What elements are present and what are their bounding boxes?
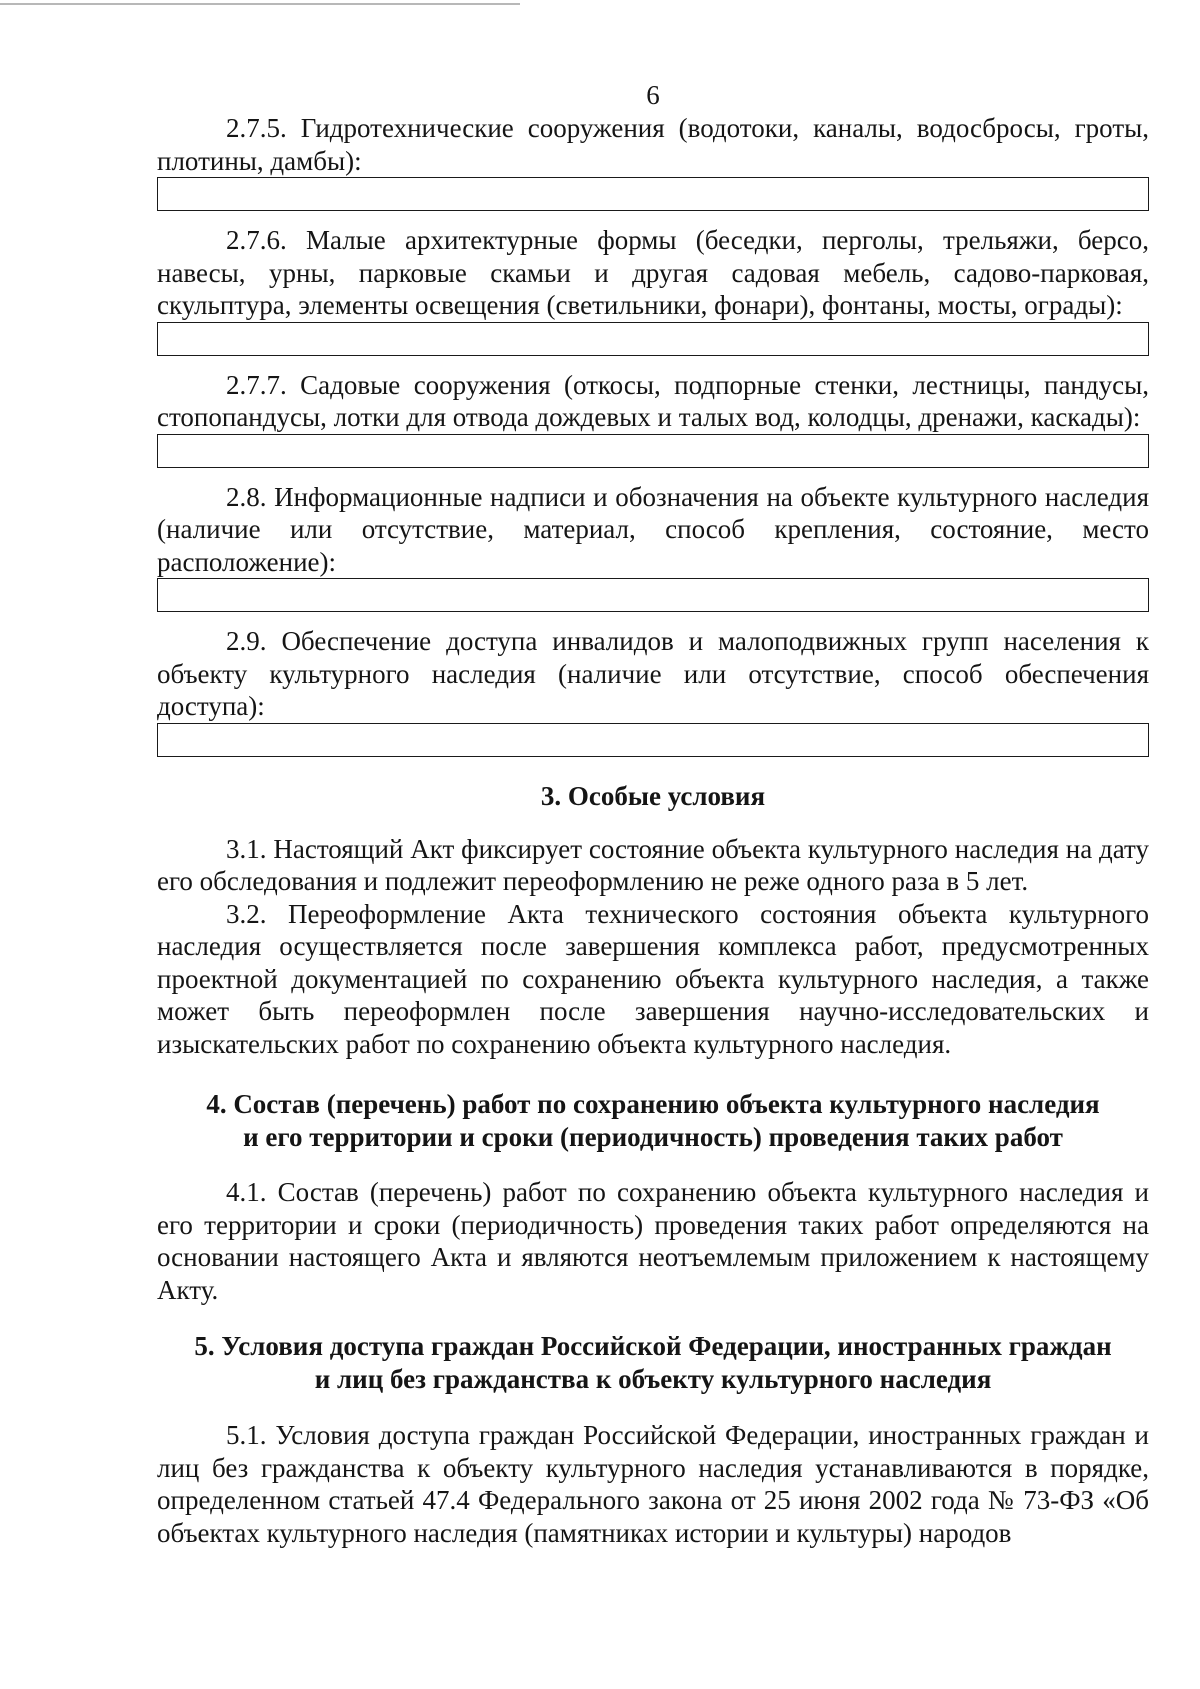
paragraph-5-1: 5.1. Условия доступа граждан Российской Федерации, иностранных граждан и лиц без гражданства к объекту культурного наследия устанавливаются в порядке, определенном статьей 47.4 Федерального закона от 25 июня 2002 года № 73-ФЗ «Об объектах культурного наследия (памятниках истории и культуры) народов	[157, 1420, 1149, 1548]
section-5-title-line-1: 5. Условия доступа граждан Российской Федерации, иностранных граждан	[194, 1331, 1112, 1361]
item-2-7-5	[157, 112, 1149, 177]
item-number: 2.7.7.	[226, 369, 287, 400]
section-3-title: 3. Особые условия	[540, 780, 766, 811]
section-4-title-line-1: 4. Состав (перечень) работ по сохранению объекта культурного наследия	[206, 1089, 1100, 1119]
section-5-title	[157, 1330, 1149, 1396]
scan-edge-line	[0, 3, 520, 5]
item-number: 2.9.	[226, 626, 267, 656]
section-4-title	[157, 1088, 1149, 1154]
field-box-2-7-7[interactable]	[157, 434, 1149, 468]
field-box-2-7-6[interactable]	[157, 322, 1149, 356]
item-text: Информационные надписи и обозначения на объекте культурного наследия (наличие или отсутствие, материал, способ крепления, состояние, место расположение):	[157, 481, 1149, 577]
section-5-title-line-2: и лиц без гражданства к объекту культурного наследия	[314, 1364, 992, 1394]
field-box-2-7-5[interactable]	[157, 177, 1149, 211]
item-2-9	[157, 625, 1149, 723]
page-number: 6	[646, 80, 660, 110]
item-2-8	[157, 481, 1149, 579]
item-2-7-6	[157, 224, 1149, 322]
item-number: 2.7.5.	[226, 113, 287, 143]
item-text: Малые архитектурные формы (беседки, перголы, трельяжи, берсо, навесы, урны, парковые скамьи и другая садовая мебель, садово-парковая, скульптура, элементы освещения (светильники, фонари), фонтаны, мосты, ограды):	[157, 225, 1150, 320]
item-text: Гидротехнические сооружения (водотоки, каналы, водосбросы, гроты, плотины, дамбы):	[157, 113, 1150, 176]
paragraph-4-1: 4.1. Состав (перечень) работ по сохранению объекта культурного наследия и его территории и сроки (периодичность) проведения таких работ определяются на основании настоящего Акта и являются неотъемлемым приложением к настоящему Акту.	[157, 1177, 1149, 1305]
item-number: 2.8.	[226, 481, 267, 512]
item-2-7-7	[157, 369, 1149, 434]
item-text: Обеспечение доступа инвалидов и малоподвижных групп населения к объекту культурного наследия (наличие или отсутствие, способ обеспечения доступа):	[157, 626, 1149, 721]
page-content	[157, 78, 1149, 1549]
section-4-title-line-2: и его территории и сроки (периодичность) проведения таких работ	[243, 1122, 1063, 1152]
item-number: 2.7.6.	[226, 225, 287, 255]
paragraph-3-1: 3.1. Настоящий Акт фиксирует состояние объекта культурного наследия на дату его обследования и подлежит переоформлению не реже одного раза в 5 лет.	[157, 833, 1149, 896]
field-box-2-8[interactable]	[157, 578, 1149, 612]
paragraph-3-2: 3.2. Переоформление Акта технического состояния объекта культурного наследия осуществляется после завершения комплекса работ, предусмотренных проектной документацией по сохранению объекта культурного наследия, а также может быть переоформлен после завершения научно-исследовательских и изыскательских работ по сохранению объекта культурного наследия.	[157, 898, 1149, 1059]
field-box-2-9[interactable]	[157, 723, 1149, 757]
item-text: Садовые сооружения (откосы, подпорные стенки, лестницы, пандусы, стопопандусы, лотки для отвода дождевых и талых вод, колодцы, дренажи, каскады):	[157, 369, 1149, 432]
